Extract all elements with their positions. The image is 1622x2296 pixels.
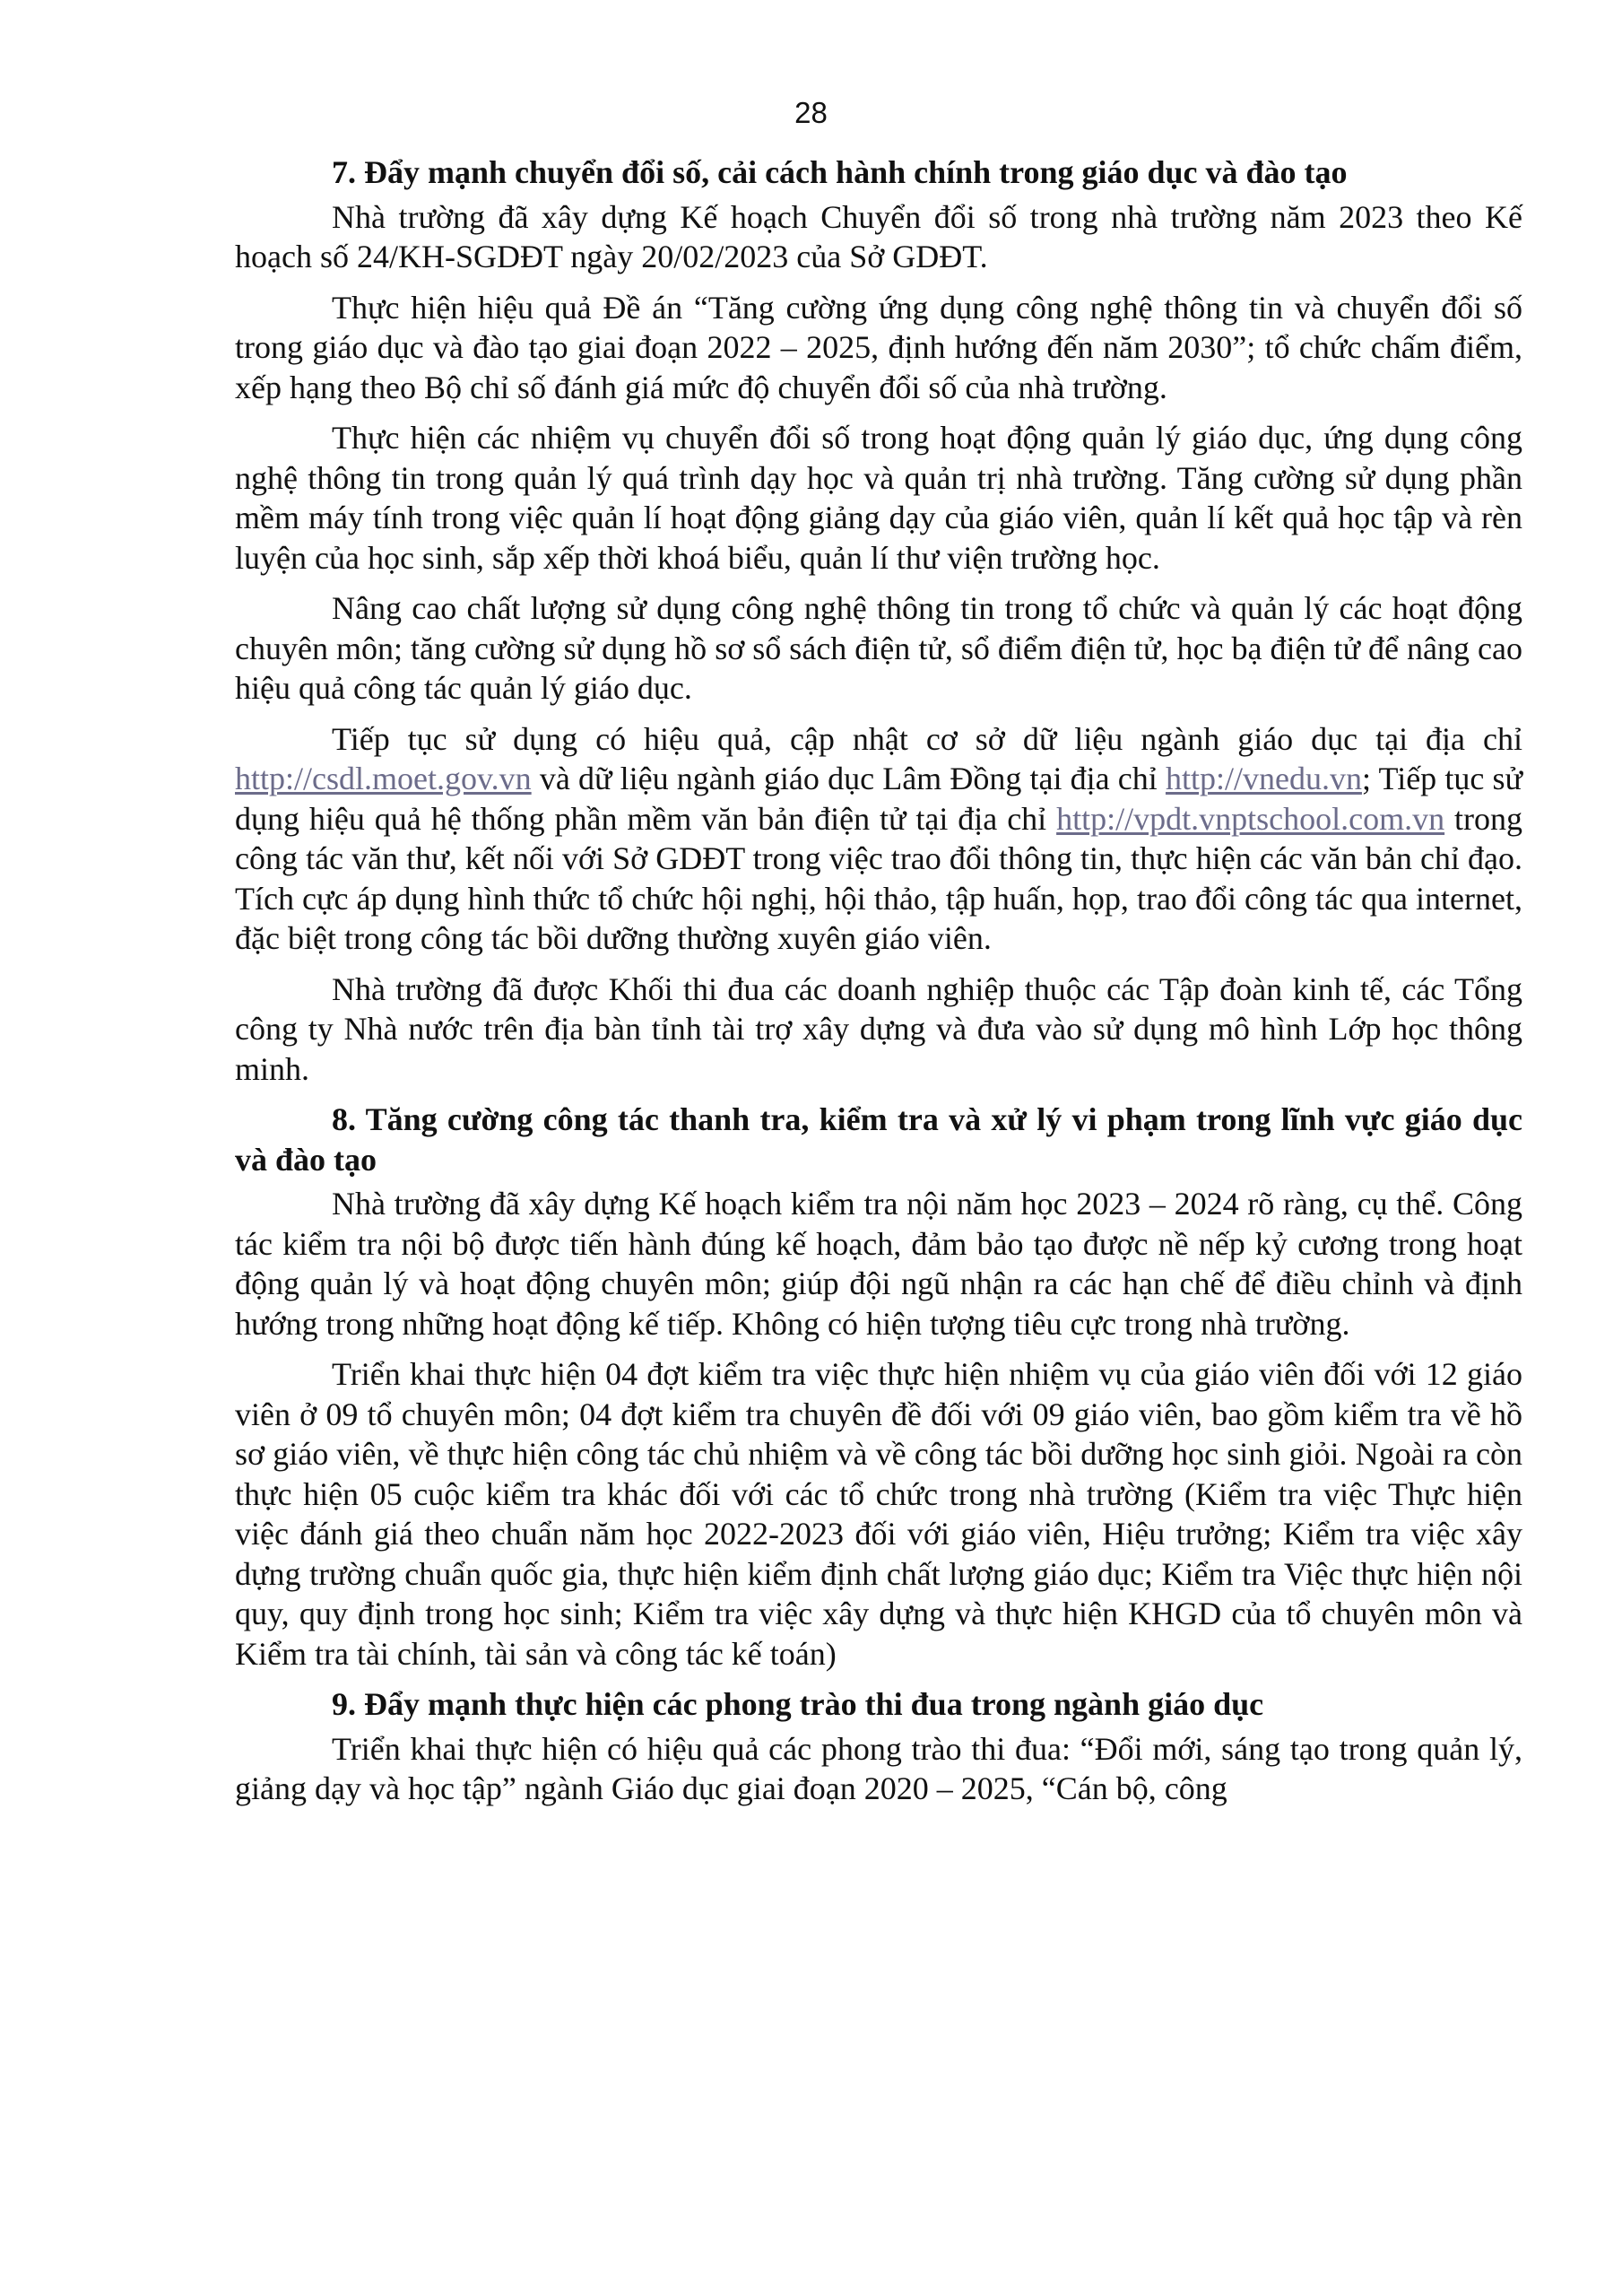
paragraph: Triển khai thực hiện 04 đợt kiểm tra việc thực hiện nhiệm vụ của giáo viên đối với 12 giáo viên ở 09 tổ chuyên môn; 04 đợt kiểm tra chuyên đề đối với 09 giáo viên, bao gồm kiểm tra về hồ sơ giáo viên, về thực hiện công tác chủ nhiệm và về công tác bồi dưỡng học sinh giỏi. Ngoài ra còn thực hiện 05 cuộc kiểm tra khác đối với các tổ chức trong nhà trường (Kiểm tra việc Thực hiện việc đánh giá theo chuẩn năm học 2022-2023 đối với giáo viên, Hiệu trưởng; Kiểm tra việc xây dựng trường chuẩn quốc gia, thực hiện kiểm định chất lượng giáo dục; Kiểm tra Việc thực hiện nội quy, quy định trong học sinh; Kiểm tra việc xây dựng và thực hiện KHGD của tổ chuyên môn và Kiểm tra tài chính, tài sản và công tác kế toán) [235, 1356, 1522, 1672]
paragraph: Nhà trường đã xây dựng Kế hoạch Chuyển đổi số trong nhà trường năm 2023 theo Kế hoạch số 24/KH-SGDĐT ngày 20/02/2023 của Sở GDĐT. [235, 198, 1522, 274]
paragraph: Nâng cao chất lượng sử dụng công nghệ thông tin trong tổ chức và quản lý các hoạt động chuyên môn; tăng cường sử dụng hồ sơ sổ sách điện tử, sổ điểm điện tử, học bạ điện tử để nâng cao hiệu quả công tác quản lý giáo dục. [235, 590, 1522, 706]
vpdt-vnptschool-link[interactable]: http://vpdt.vnptschool.com.vn [1056, 800, 1445, 837]
paragraph: Triển khai thực hiện có hiệu quả các phong trào thi đua: “Đổi mới, sáng tạo trong quản lý, giảng dạy và học tập” ngành Giáo dục giai đoạn 2020 – 2025, “Cán bộ, công [235, 1730, 1522, 1806]
paragraph-text: ; Tiếp tục sử dụng hiệu quả hệ thống phần mềm văn bản điện tử tại địa chỉ [235, 761, 1523, 837]
section-7 [235, 152, 1522, 1089]
paragraph: Nhà trường đã được Khối thi đua các doanh nghiệp thuộc các Tập đoàn kinh tế, các Tổng công ty Nhà nước trên địa bàn tỉnh tài trợ xây dựng và đưa vào sử dụng mô hình Lớp học thông minh. [235, 970, 1522, 1087]
paragraph-text: Tiếp tục sử dụng có hiệu quả, cập nhật cơ sở dữ liệu ngành giáo dục tại địa chỉ [332, 720, 1522, 757]
csdl-moet-link[interactable]: http://csdl.moet.gov.vn [235, 761, 532, 796]
section-heading: 9. Đẩy mạnh thực hiện các phong trào thi đua trong ngành giáo dục [332, 1686, 1264, 1722]
paragraph: Nhà trường đã xây dựng Kế hoạch kiểm tra nội năm học 2023 – 2024 rõ ràng, cụ thể. Công tác kiểm tra nội bộ được tiến hành đúng kế hoạch, đảm bảo tạo được nề nếp kỷ cương trong hoạt động quản lý và hoạt động chuyên môn; giúp đội ngũ nhận ra các hạn chế để điều chỉnh và định hướng trong những hoạt động kế tiếp. Không có hiện tượng tiêu cực trong nhà trường. [235, 1186, 1522, 1342]
page-number: 28 [794, 96, 828, 129]
section-heading: 7. Đẩy mạnh chuyển đổi số, cải cách hành chính trong giáo dục và đào tạo [332, 154, 1348, 190]
paragraph: Thực hiện các nhiệm vụ chuyển đổi số trong hoạt động quản lý giáo dục, ứng dụng công nghệ thông tin trong quản lý quá trình dạy học và quản trị nhà trường. Tăng cường sử dụng phần mềm máy tính trong việc quản lí hoạt động giảng dạy của giáo viên, quản lí kết quả học tập và rèn luyện của học sinh, sắp xếp thời khoá biểu, quản lí thư viện trường học. [235, 420, 1522, 576]
vnedu-link[interactable]: http://vnedu.vn [1165, 761, 1362, 796]
paragraph-text: trong công tác văn thư, kết nối với Sở GDĐT trong việc trao đổi thông tin, thực hiện các văn bản chỉ đạo. Tích cực áp dụng hình thức tổ chức hội nghị, hội thảo, tập huấn, họp, trao đổi công tác qua internet, đặc biệt trong công tác bồi dưỡng thường xuyên giáo viên. [235, 800, 1522, 956]
paragraph-with-links [235, 719, 1522, 959]
paragraph-text: và dữ liệu ngành giáo dục Lâm Đồng tại địa chỉ [531, 761, 1166, 796]
paragraph: Thực hiện hiệu quả Đề án “Tăng cường ứng dụng công nghệ thông tin và chuyển đổi số trong giáo dục và đào tạo giai đoạn 2022 – 2025, định hướng đến năm 2030”; tổ chức chấm điểm, xếp hạng theo Bộ chỉ số đánh giá mức độ chuyển đổi số của nhà trường. [235, 289, 1522, 405]
section-heading: 8. Tăng cường công tác thanh tra, kiểm tra và xử lý vi phạm trong lĩnh vực giáo dục và đào tạo [235, 1101, 1522, 1178]
section-8 [235, 1100, 1522, 1674]
section-9 [235, 1684, 1522, 1809]
document-body [235, 152, 1522, 1820]
